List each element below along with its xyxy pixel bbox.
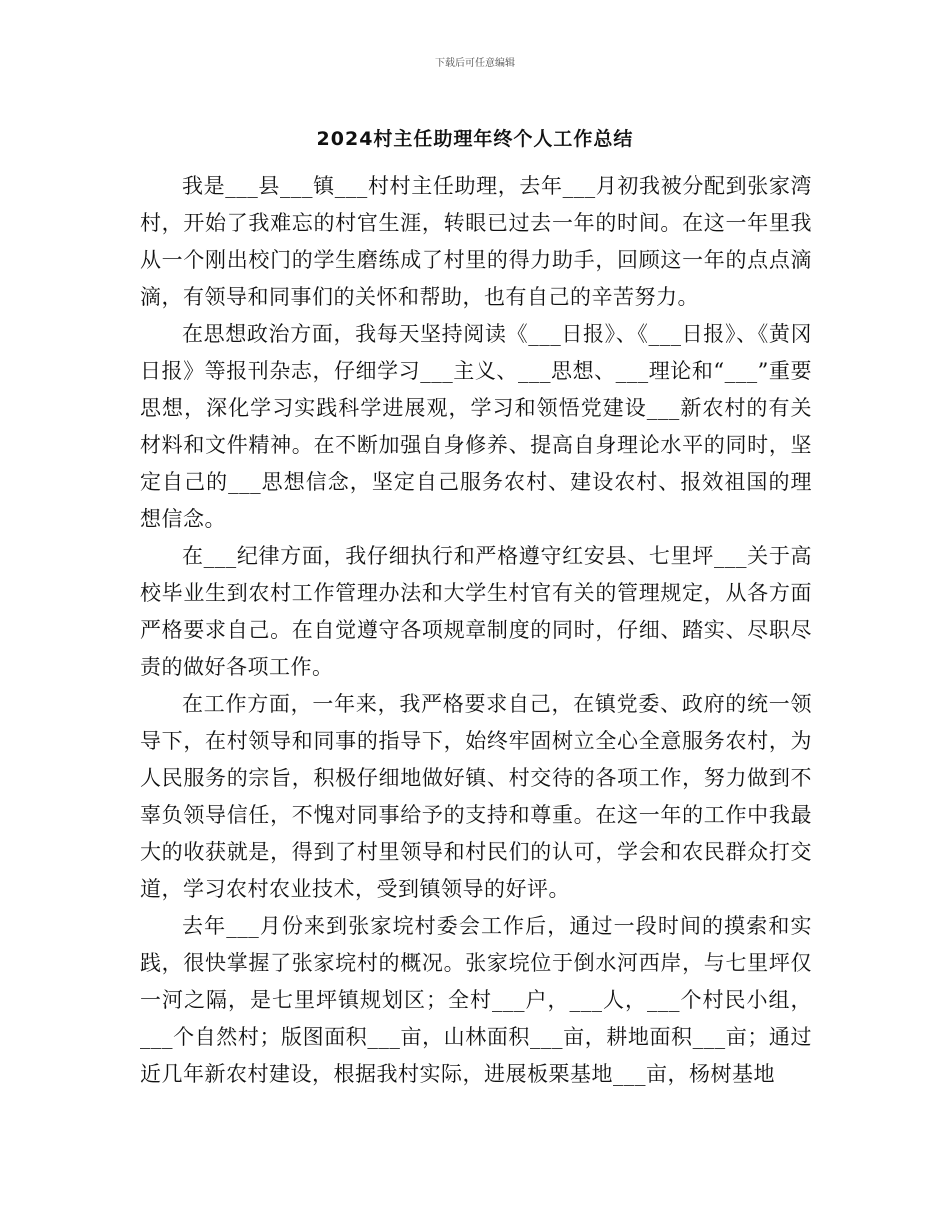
- paragraph-village-overview: 去年___月份来到张家垸村委会工作后，通过一段时间的摸索和实践，很快掌握了张家垸村的概况。张家垸位于倒水河西岸，与七里坪仅一河之隔，是七里坪镇规划区；全村___户，___人，___个村民小组，___个自然村；版图面积___亩，山林面积___亩，耕地面积___亩；通过近几年新农村建设，根据我村实际，进展板栗基地___亩，杨树基地: [140, 914, 812, 1086]
- paragraph-discipline: 在___纪律方面，我仔细执行和严格遵守红安县、七里坪___关于高校毕业生到农村工作管理办法和大学生村官有关的管理规定，从各方面严格要求自己。在自觉遵守各项规章制度的同时，仔细、踏实、尽职尽责的做好各项工作。: [140, 544, 812, 679]
- document-body: [140, 168, 812, 1093]
- header-note: 下载后可任意编辑: [435, 58, 515, 69]
- document-title: 2024村主任助理年终个人工作总结: [316, 128, 634, 150]
- paragraph-work: 在工作方面，一年来，我严格要求自己，在镇党委、政府的统一领导下，在村领导和同事的指导下，始终牢固树立全心全意服务农村，为人民服务的宗旨，积极仔细地做好镇、村交待的各项工作，努力做到不辜负领导信任，不愧对同事给予的支持和尊重。在这一年的工作中我最大的收获就是，得到了村里领导和村民们的认可，学会和农民群众打交道，学习农村农业技术，受到镇领导的好评。: [140, 692, 812, 901]
- paragraph-political: 在思想政治方面，我每天坚持阅读《___日报》、《___日报》、《黄冈日报》等报刊杂志，仔细学习___主义、___思想、___理论和“___”重要思想，深化学习实践科学进展观，学习和领悟党建设___新农村的有关材料和文件精神。在不断加强自身修养、提高自身理论水平的同时，坚定自己的___思想信念，坚定自己服务农村、建设农村、报效祖国的理想信念。: [140, 322, 812, 531]
- paragraph-intro: 我是___县___镇___村村主任助理，去年___月初我被分配到张家湾村，开始了我难忘的村官生涯，转眼已过去一年的时间。在这一年里我从一个刚出校门的学生磨练成了村里的得力助手，回顾这一年的点点滴滴，有领导和同事们的关怀和帮助，也有自己的辛苦努力。: [140, 174, 812, 309]
